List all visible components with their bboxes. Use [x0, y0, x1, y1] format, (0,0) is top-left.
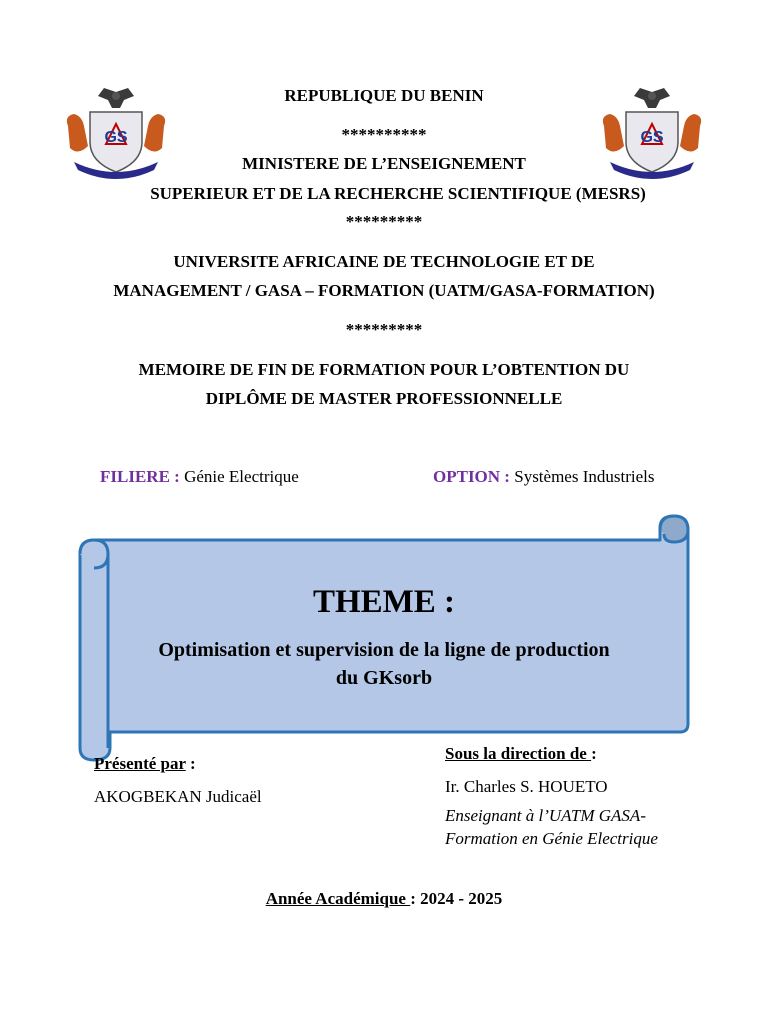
student-name: AKOGBEKAN Judicaël — [94, 787, 262, 806]
logo-letters: GS — [104, 129, 128, 146]
separator-stars-1: ********** — [341, 125, 427, 144]
filiere-label: FILIERE : — [100, 467, 180, 486]
logo-letters: GS — [640, 129, 664, 146]
presented-by-colon: : — [185, 754, 196, 773]
theme-label: THEME : — [312, 584, 456, 620]
filiere-row — [100, 467, 299, 487]
supervisor-name: Ir. Charles S. HOUETO — [445, 777, 608, 796]
theme-line-1: Optimisation et supervision de la ligne de production — [158, 639, 610, 661]
theme-line-2: du GKsorb — [335, 667, 433, 689]
memoire-line-1: MEMOIRE DE FIN DE FORMATION POUR L’OBTENTION DU — [138, 360, 630, 379]
memoire-line-2: DIPLÔME DE MASTER PROFESSIONNELLE — [205, 389, 563, 408]
supervision-heading — [445, 744, 597, 764]
filiere-value: Génie Electrique — [184, 467, 299, 486]
presented-by-label: Présenté par — [94, 754, 186, 773]
supervisor-role-line-1: Enseignant à l’UATM GASA- — [445, 806, 646, 825]
separator-stars-3: ********* — [345, 320, 423, 339]
supervision-label: Sous la direction de — [445, 744, 592, 763]
option-row — [433, 467, 654, 487]
university-line-2: MANAGEMENT / GASA – FORMATION (UATM/GASA-FORMATION) — [113, 281, 655, 300]
republic-title: REPUBLIQUE DU BENIN — [284, 86, 484, 105]
separator-stars-2: ********* — [345, 212, 423, 231]
academic-year-label: Année Académique — [265, 889, 411, 908]
academic-year-value: : 2024 - 2025 — [410, 889, 503, 908]
supervision-colon: : — [591, 744, 597, 763]
option-value: Systèmes Industriels — [514, 467, 655, 486]
ministry-line-1: MINISTERE DE L’ENSEIGNEMENT — [242, 154, 526, 173]
option-label: OPTION : — [433, 467, 510, 486]
presented-by-heading — [94, 754, 196, 774]
ministry-line-2: SUPERIEUR ET DE LA RECHERCHE SCIENTIFIQUE (MESRS) — [150, 184, 646, 203]
supervisor-role-line-2: Formation en Génie Electrique — [445, 829, 658, 848]
academic-year — [0, 889, 768, 909]
university-line-1: UNIVERSITE AFRICAINE DE TECHNOLOGIE ET DE — [173, 252, 595, 271]
